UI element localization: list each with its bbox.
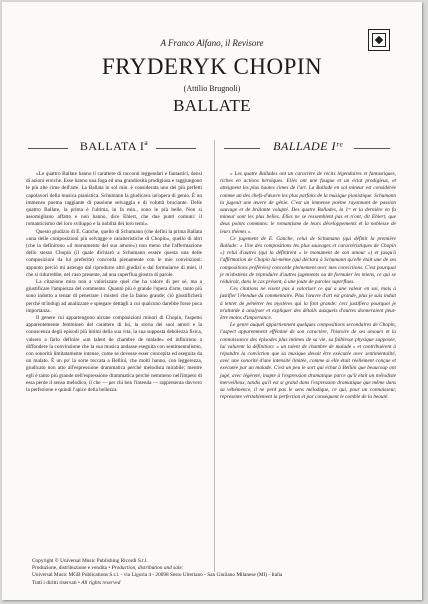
composer-title: FRYDERYK CHOPIN	[101, 54, 323, 79]
french-paragraph: Ces citations ne visent pas à valoriser ce qui a une valeur en soi, mais à justifier l'étendue du commentaire. Plus l'œuvre d'art est grande, plus je suis induit à tenter de pénétrer les mystères qui la font grande: ceci justifiera pourquoi je m'attarde à analyser et expliquer des détails auxquels d'autres donneraient peut-être moins d'importance.	[220, 286, 396, 322]
french-paragraph: « Les quatre Ballades ont un caractère de récits légendaires et fantastiques, riches en actions héroïques. Elles ont une fougue et un éclat prodigieux, et atteignent les plus hautes cimes de l'art. La Ballade en sol mineur est considérée comme un des chefs-d'œuvre les plus parfaits de la musique pianistique. Schumann la jugeait une œuvre de génie. C'est un immense poème rayonnant de passion sauvage et de brûlante volupté. Des quatre Ballades, la 1ʳᵉ et la dernière en fa mineur sont les plus belles. Elles ne se ressemblent pas et n'ont, dit Ehlert, que deux points communs: le romantisme de leurs développements et la noblesse de leurs thèmes ».	[220, 171, 396, 235]
italian-paragraph: La citazione mira non a valorizzare quel che ha valore di per sé, ma a giustificare l'ampiezza del commento. Quanto più è grande l'opera d'arte, tanto più sono indotto a tentar di penetrare i misteri che la fanno grande; ciò giustificherà perché m'indugi ad analizzare e spiegare dettagli a cui qualcuno darebbe forse poca importanza.	[26, 279, 202, 314]
dedication: A Franco Alfano, il Revisore	[160, 38, 264, 48]
reserved-en: All rights reserved	[81, 579, 121, 586]
italian-paragraph: «Le quattro Ballate hanno il carattere di racconti leggendari e fantastici, densi di azioni eroiche. Esse hanno una foga ed una grandiosità prodigiosa e raggiungono le più alte cime dell'arte. La Ballata in sol min. è considerata uno dei più perfetti capolavori della musica pianistica. Schumann la giudicava un'opera di genio. È un immenso poema raggiante di passione selvaggia e di voluttà bruciante. Delle quattro Ballate, la prima è l'ultima, in fa min., sono le più belle. Non si assomigliano affatto e non hanno, dice Ehlert, che due punti comuni: il romanticismo del loro sviluppo e la nobiltà dei loro temi».	[26, 171, 202, 228]
italian-heading: BALLATA Iª	[79, 139, 149, 153]
work-title: BALLATE	[173, 96, 251, 115]
french-paragraph: Le genre auquel appartiennent quelques compositions secondaires de Chopin, l'aspect apparemment efféminé de son caractère, l'histoire de ses amours et la connaissance des épisodes plus intimes de sa vie, sa faiblesse physique supposée, lui valurent la définition: « un talent de chambre de malade » et contribuèrent à répandre la conviction que sa musique devait être exécutée avec sentimentalité, avec une sonorité d'une intensité limitée, comme si elle était réellement conçue et exécutée par un malade. C'est un peu le sort qui échut à Bellini que beaucoup ont jugé, avec légèreté, inapte à l'expression dramatique parce qu'il était un mélodiste merveilleux, tandis qu'il est si grand dans l'expression dramatique que même dans sa véhémence, il ne perd pas le sens mélodique, ce qui, pour un connaisseur, représente véritablement la perfection et par conséquent le comble de la beauté.	[220, 322, 396, 401]
footer	[32, 558, 402, 587]
score-page	[2, 2, 422, 600]
french-body	[220, 171, 396, 402]
italian-body	[26, 171, 202, 394]
column-separator	[214, 140, 215, 572]
french-heading: BALLADE Iʳᵉ	[273, 139, 343, 153]
rights-fr: Production, distribution and sale:	[111, 565, 184, 572]
editor-credit: (Attilio Brugnoli)	[183, 84, 241, 93]
rights-it: Produzione, distribuzione e vendita •	[32, 565, 111, 572]
reserved-line	[32, 580, 402, 587]
french-paragraph: Ce jugement de E. Ganche, celui de Schumann (qui définit la première Ballade: « Une des compositions les plus sauvages et caractéristiques de Chopin ») celui d'autres (qui la définirent « le monument de son amour ») et jusqu'à l'affirmation de Chopin lui-même (qui déclara à Schumann qu'elle était une de ses compositions préférées) concorde pleinement avec mes convictions. C'est pourquoi je m'abstiens de reproduire d'autres jugements ou de formuler les miens, ce qui se réduirait, dans le cas présent, à une joute de paroles superflues.	[220, 235, 396, 286]
italian-paragraph: Questo giudizio di E. Ganche, quello di Schumann (che definì la prima Ballata «una delle composizioni più selvagge e caratteristiche di Chopin», quello di altri (che la definirono «il monumento del suo amore») non meno che l'affermazione dello stesso Chopin (il quale dichiarò a Schumann essere questa una delle composizioni da lui preferite) concorda pienamente con le mie convinzioni: appunto perciò mi astengo dal riprodurre altri giudizi o dal formularne di miei, il che si ridurrebbe, nel caso presente, ad una superflua giostra di parole.	[26, 228, 202, 278]
italian-paragraph: Il genere cui appartengono alcune composizioni minori di Chopin, l'aspetto apparentemente femmineo del carattere di lui, la storia dei suoi amori e la conoscenza degli episodi più intimi della sua vita, la sua supposta debolezza fisica, valsero a farlo definire «un talent de chambre de malade» ed influirono a diffondere la convinzione che la sua musica andasse eseguita con sentimentalismo, con sonorità limitatamente intense, come se dovesse esser concepita ed eseguita da un malato. È un po' la sorte toccata a Bellini, che molti hanno, con leggerezza, giudicato non atto all'espressione drammatica perché melodista mirabile; mentre egli è tanto più grande nell'espressione drammatica perché nemmeno nell'impeto di essa perde il senso melodico, il che — per chi ben l'intenda — rappresenta davvero la perfezione e quindi l'apice della bellezza.	[26, 315, 202, 394]
italian-column	[26, 139, 202, 394]
reserved-it: Tutti i diritti riservati •	[32, 579, 80, 586]
publisher-line: Universal Music MGB Publications S.r.l. - via Liguria 4 - 20098 Sesto Ulteriano - San Giuliano Milanese (MI) - Italia	[32, 572, 283, 579]
publisher-logo-icon	[368, 29, 390, 51]
copyright-line: Copyright © Universal Music Publishing Ricordi S.r.l.	[32, 558, 148, 564]
french-column	[220, 139, 396, 402]
